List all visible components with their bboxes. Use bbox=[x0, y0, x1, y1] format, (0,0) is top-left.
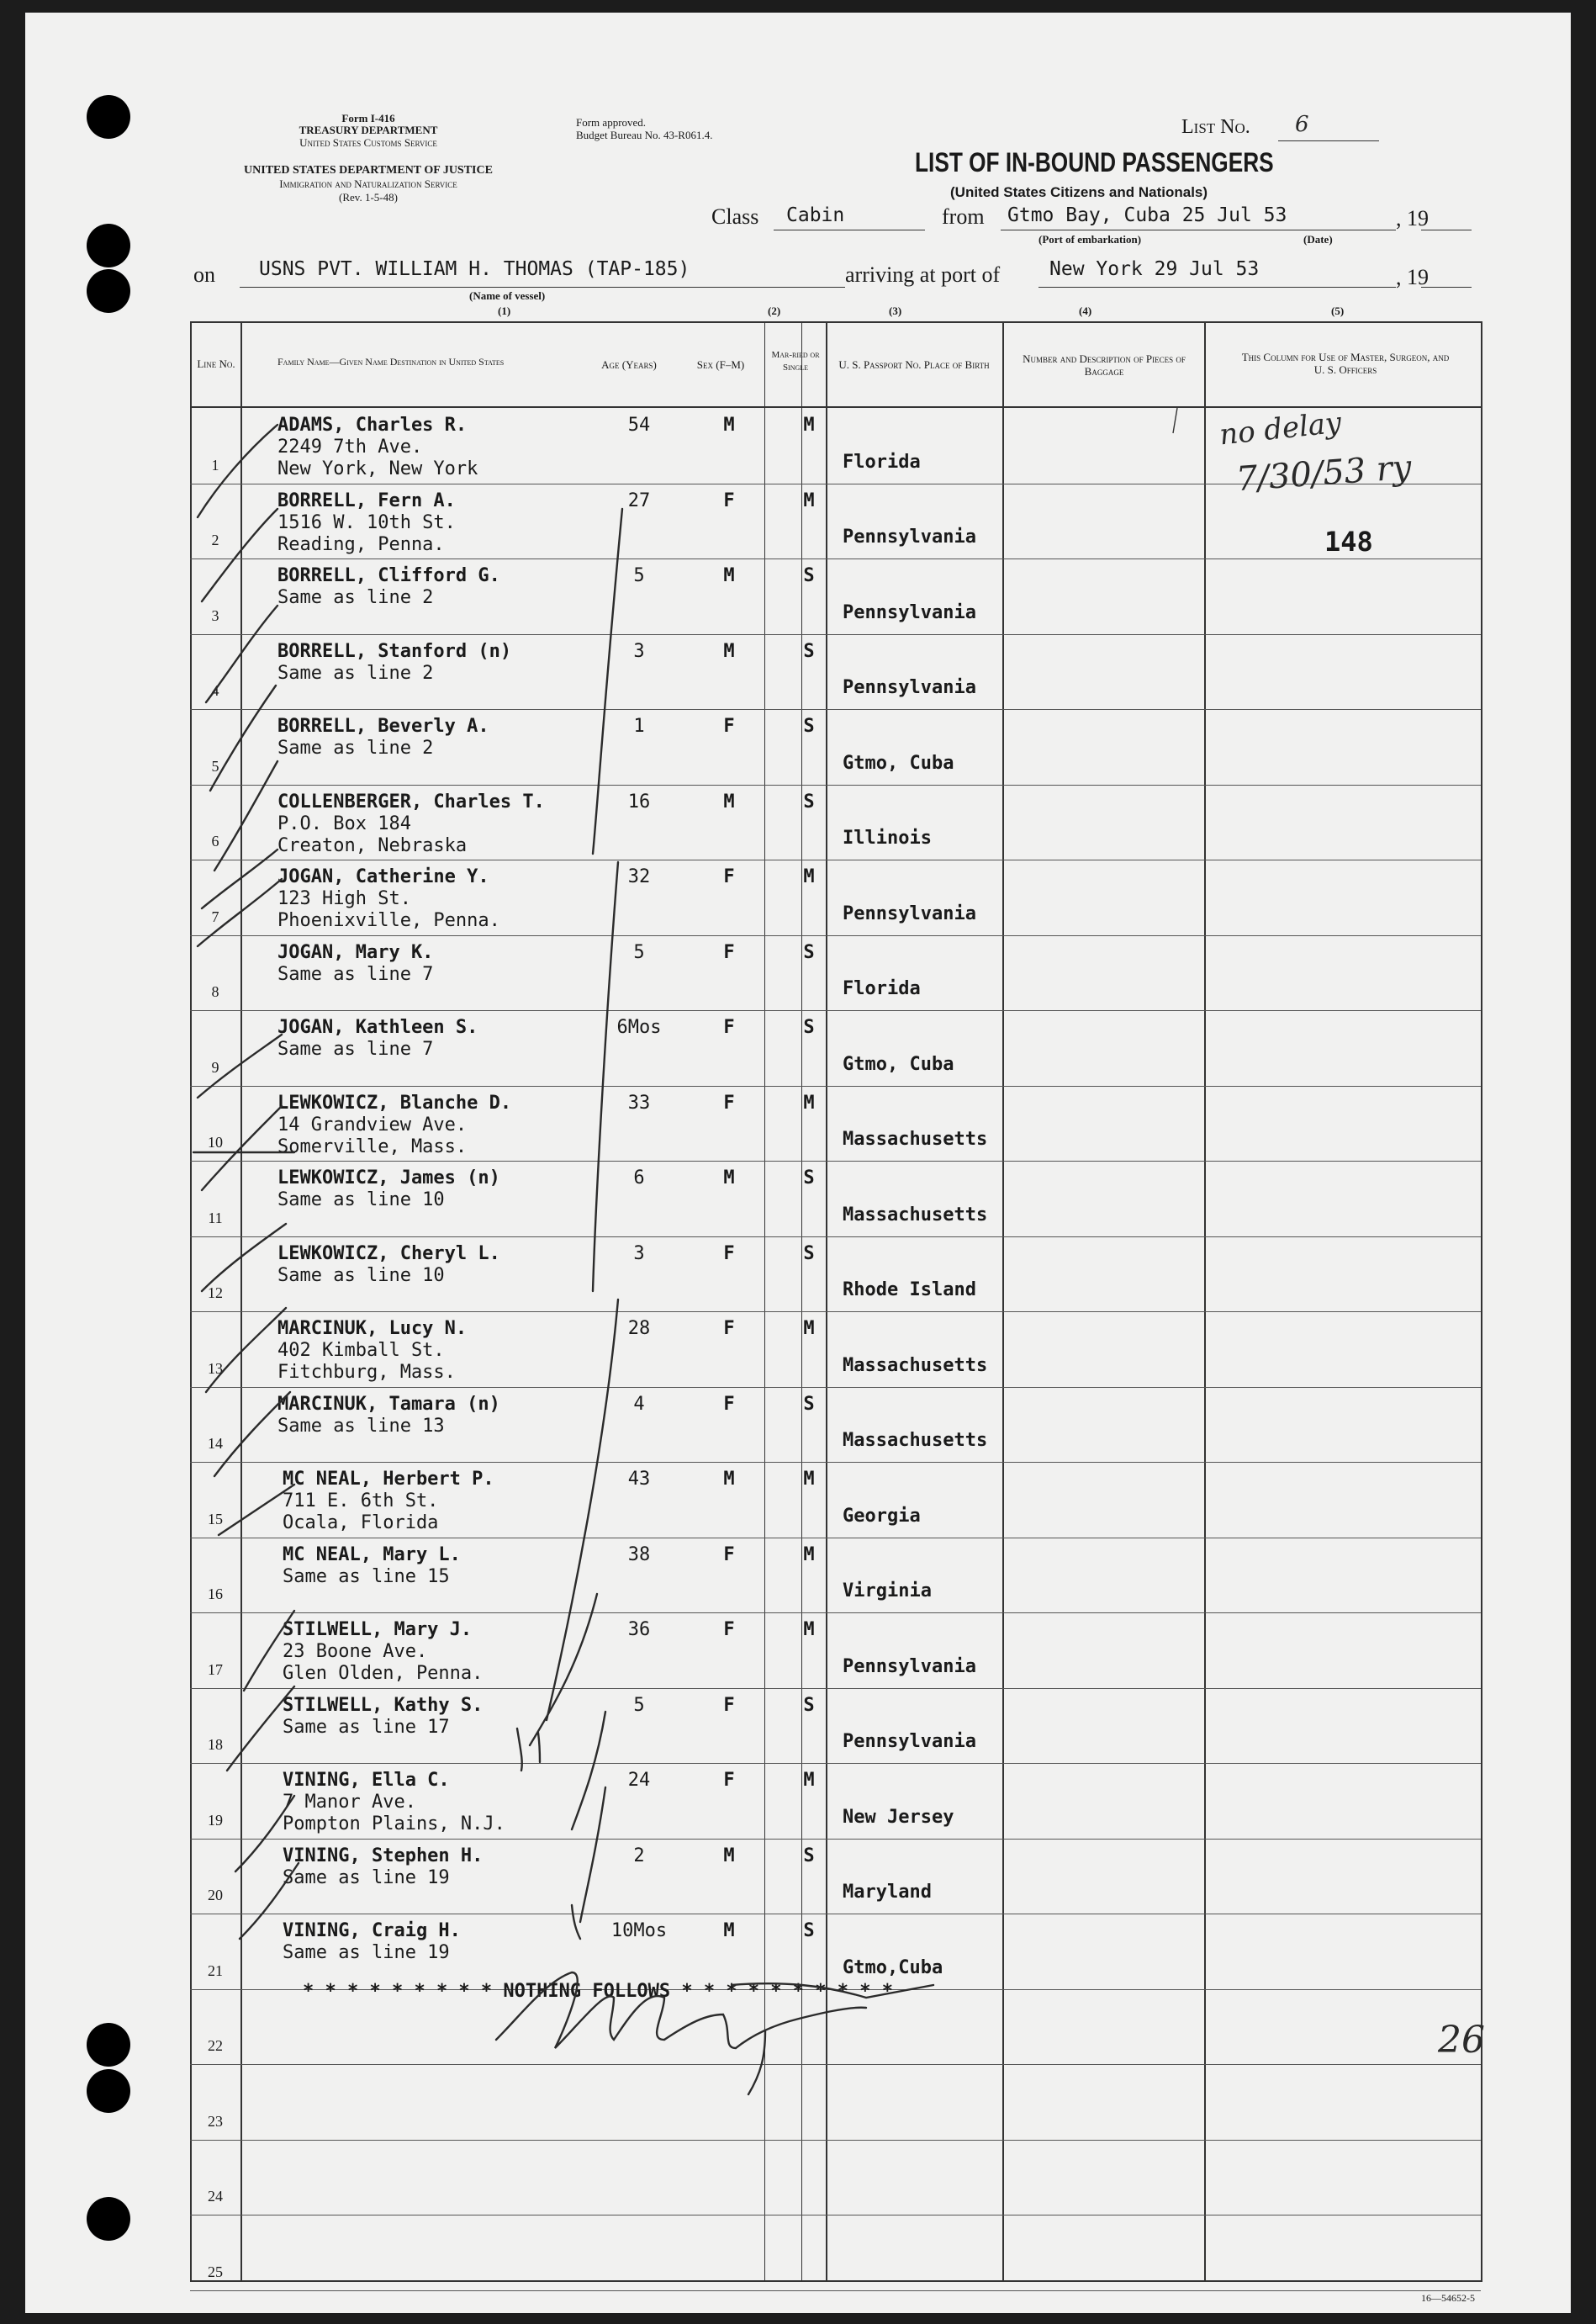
passenger-name: MARCINUK, Lucy N. bbox=[277, 1318, 468, 1339]
passenger-name: JOGAN, Mary K. bbox=[277, 942, 434, 963]
sex: F bbox=[723, 1318, 735, 1339]
destination-line-2: Pompton Plains, N.J. bbox=[283, 1813, 505, 1834]
line-number: 19 bbox=[208, 1812, 223, 1829]
age: 36 bbox=[627, 1619, 651, 1640]
col-baggage-header: Number and Description of Pieces of Baggage bbox=[1023, 352, 1186, 378]
place-of-birth: Pennsylvania bbox=[843, 677, 976, 698]
place-of-birth: Massachusetts bbox=[843, 1129, 988, 1150]
destination-line-1: Same as line 7 bbox=[277, 1039, 434, 1060]
line-number: 3 bbox=[211, 607, 219, 624]
passenger-name: MC NEAL, Mary L. bbox=[283, 1544, 461, 1565]
line-number: 21 bbox=[208, 1962, 223, 1979]
handwritten-marks bbox=[25, 13, 1571, 2313]
col-officers-header: This Column for Use of Master, Surgeon, and U. S. Officers bbox=[1241, 351, 1450, 376]
line-number: 18 bbox=[208, 1736, 223, 1753]
passenger-name: VINING, Stephen H. bbox=[283, 1845, 484, 1866]
sex: M bbox=[723, 565, 735, 586]
col-num-3: (3) bbox=[889, 304, 902, 317]
officer-note-delay: no delay bbox=[1218, 405, 1344, 453]
sex: M bbox=[723, 1469, 735, 1490]
line-number: 11 bbox=[208, 1210, 223, 1226]
place-of-birth: Pennsylvania bbox=[843, 1656, 976, 1677]
line-number: 13 bbox=[208, 1360, 223, 1377]
place-of-birth: Georgia bbox=[843, 1506, 921, 1527]
destination-line-1: P.O. Box 184 bbox=[277, 813, 411, 834]
place-of-birth: Pennsylvania bbox=[843, 527, 976, 548]
marital-status: S bbox=[803, 565, 815, 586]
sex: F bbox=[723, 1394, 735, 1415]
marital-status: M bbox=[803, 1469, 815, 1490]
passenger-name: LEWKOWICZ, Blanche D. bbox=[277, 1093, 512, 1114]
sex: F bbox=[723, 866, 735, 887]
marital-status: M bbox=[803, 1770, 815, 1791]
col-name-header: Family Name—Given Name Destination in United States bbox=[277, 356, 505, 368]
col-married-header: Mar-ried or Single bbox=[771, 350, 820, 373]
age: 2 bbox=[633, 1845, 645, 1866]
line-number: 8 bbox=[211, 983, 219, 1000]
line-number: 4 bbox=[211, 682, 219, 699]
destination-line-2: Somerville, Mass. bbox=[277, 1136, 468, 1157]
age: 33 bbox=[627, 1093, 651, 1114]
line-number: 20 bbox=[208, 1887, 223, 1903]
age: 5 bbox=[633, 942, 645, 963]
age: 43 bbox=[627, 1469, 651, 1490]
from-label: from bbox=[942, 204, 985, 229]
destination-line-2: Phoenixville, Penna. bbox=[277, 910, 500, 931]
destination-line-1: Same as line 10 bbox=[277, 1265, 445, 1286]
form-code: 16—54652-5 bbox=[1421, 2292, 1475, 2304]
class-value: Cabin bbox=[786, 204, 845, 226]
destination-line-1: Same as line 17 bbox=[283, 1717, 450, 1738]
col-age-header: Age (Years) bbox=[601, 358, 657, 371]
year-label: , 19 bbox=[1396, 206, 1429, 230]
marital-status: M bbox=[803, 490, 815, 511]
col-sex-header: Sex (F–M) bbox=[696, 358, 745, 371]
col-num-4: (4) bbox=[1079, 304, 1092, 317]
passenger-name: BORRELL, Clifford G. bbox=[277, 565, 500, 586]
age: 38 bbox=[627, 1544, 651, 1565]
marital-status: S bbox=[803, 1167, 815, 1188]
destination-line-1: Same as line 2 bbox=[277, 738, 434, 759]
sex: M bbox=[723, 791, 735, 813]
age: 5 bbox=[633, 1695, 645, 1716]
line-number: 1 bbox=[211, 457, 219, 474]
manifest-page bbox=[25, 13, 1571, 2313]
line-number: 17 bbox=[208, 1661, 223, 1678]
line-number: 10 bbox=[208, 1134, 223, 1151]
line-number: 15 bbox=[208, 1511, 223, 1527]
destination-line-1: 711 E. 6th St. bbox=[283, 1490, 439, 1511]
sex: F bbox=[723, 1619, 735, 1640]
page-title: LIST OF IN-BOUND PASSENGERS bbox=[915, 147, 1274, 177]
marital-status: S bbox=[803, 716, 815, 737]
age: 1 bbox=[633, 716, 645, 737]
place-of-birth: Massachusetts bbox=[843, 1204, 988, 1226]
passenger-name: STILWELL, Mary J. bbox=[283, 1619, 473, 1640]
destination-line-2: Ocala, Florida bbox=[283, 1512, 439, 1533]
marital-status: S bbox=[803, 1243, 815, 1264]
destination-line-1: Same as line 2 bbox=[277, 587, 434, 608]
passenger-name: STILWELL, Kathy S. bbox=[283, 1695, 484, 1716]
destination-line-2: Fitchburg, Mass. bbox=[277, 1362, 456, 1383]
passenger-name: JOGAN, Catherine Y. bbox=[277, 866, 489, 887]
list-number-label: List No. bbox=[1181, 116, 1250, 138]
destination-line-1: Same as line 13 bbox=[277, 1416, 445, 1437]
marital-status: S bbox=[803, 1017, 815, 1038]
passenger-name: COLLENBERGER, Charles T. bbox=[277, 791, 545, 813]
age: 4 bbox=[633, 1394, 645, 1415]
passenger-name: MC NEAL, Herbert P. bbox=[283, 1469, 494, 1490]
age: 54 bbox=[627, 415, 651, 436]
page-mark: 26 bbox=[1438, 2019, 1485, 2062]
arriving-value: New York 29 Jul 53 bbox=[1049, 258, 1260, 280]
destination-line-2: Creaton, Nebraska bbox=[277, 835, 468, 856]
form-approved: Form approved. bbox=[576, 116, 647, 129]
passenger-name: BORRELL, Fern A. bbox=[277, 490, 456, 511]
page-subtitle: (United States Citizens and Nationals) bbox=[950, 184, 1208, 200]
passenger-name: LEWKOWICZ, James (n) bbox=[277, 1167, 500, 1188]
sex: F bbox=[723, 1093, 735, 1114]
destination-line-2: Glen Olden, Penna. bbox=[283, 1663, 484, 1684]
officer-stamp-number: 148 bbox=[1324, 526, 1373, 558]
sex: F bbox=[723, 716, 735, 737]
line-number: 5 bbox=[211, 758, 219, 775]
line-number: 6 bbox=[211, 833, 219, 850]
col-line-header: Line No. bbox=[197, 357, 235, 370]
sex: M bbox=[723, 1167, 735, 1188]
place-of-birth: Florida bbox=[843, 452, 921, 473]
sex: F bbox=[723, 1017, 735, 1038]
passenger-name: ADAMS, Charles R. bbox=[277, 415, 468, 436]
sex: F bbox=[723, 1243, 735, 1264]
marital-status: S bbox=[803, 1920, 815, 1941]
marital-status: S bbox=[803, 1394, 815, 1415]
marital-status: S bbox=[803, 942, 815, 963]
place-of-birth: Gtmo,Cuba bbox=[843, 1957, 943, 1978]
destination-line-2: New York, New York bbox=[277, 458, 478, 479]
place-of-birth: Massachusetts bbox=[843, 1355, 988, 1376]
place-of-birth: Pennsylvania bbox=[843, 602, 976, 623]
line-number: 2 bbox=[211, 532, 219, 548]
place-of-birth: Florida bbox=[843, 978, 921, 999]
place-of-birth: Gtmo, Cuba bbox=[843, 1054, 954, 1075]
marital-status: M bbox=[803, 1544, 815, 1565]
place-of-birth: Virginia bbox=[843, 1580, 932, 1601]
line-number: 14 bbox=[208, 1435, 223, 1452]
line-number: 9 bbox=[211, 1059, 219, 1076]
age: 5 bbox=[633, 565, 645, 586]
destination-line-1: 123 High St. bbox=[277, 888, 411, 909]
age: 27 bbox=[627, 490, 651, 511]
place-of-birth: Massachusetts bbox=[843, 1430, 988, 1451]
vessel-name: USNS PVT. WILLIAM H. THOMAS (TAP-185) bbox=[259, 258, 690, 280]
vessel-caption: (Name of vessel) bbox=[469, 289, 546, 302]
sex: F bbox=[723, 942, 735, 963]
line-number: 7 bbox=[211, 908, 219, 925]
year-label-2: , 19 bbox=[1396, 265, 1429, 289]
age: 3 bbox=[633, 1243, 645, 1264]
marital-status: S bbox=[803, 1845, 815, 1866]
passenger-name: VINING, Craig H. bbox=[283, 1920, 461, 1941]
officer-note-date: 7/30/53 ry bbox=[1234, 447, 1413, 500]
place-of-birth: Gtmo, Cuba bbox=[843, 753, 954, 774]
age: 16 bbox=[627, 791, 651, 813]
destination-line-1: Same as line 15 bbox=[283, 1566, 450, 1587]
list-number-value: 6 bbox=[1295, 112, 1309, 137]
age: 28 bbox=[627, 1318, 651, 1339]
passenger-name: JOGAN, Kathleen S. bbox=[277, 1017, 478, 1038]
destination-line-1: Same as line 19 bbox=[283, 1942, 450, 1963]
date-caption: (Date) bbox=[1303, 233, 1333, 246]
place-of-birth: Maryland bbox=[843, 1882, 932, 1903]
justice-dept: UNITED STATES DEPARTMENT OF JUSTICE bbox=[244, 164, 493, 177]
col-passport-header: U. S. Passport No. Place of Birth bbox=[838, 358, 990, 371]
marital-status: M bbox=[803, 1318, 815, 1339]
marital-status: S bbox=[803, 1695, 815, 1716]
ins-service: Immigration and Naturalization Service bbox=[279, 177, 457, 190]
destination-line-1: Same as line 19 bbox=[283, 1867, 450, 1888]
sex: M bbox=[723, 1845, 735, 1866]
nothing-follows: * * * * * * * * * NOTHING FOLLOWS * * * * * * * * * * bbox=[303, 1981, 893, 2002]
line-number: 12 bbox=[208, 1284, 223, 1301]
destination-line-1: Same as line 7 bbox=[277, 964, 434, 985]
passenger-name: BORRELL, Stanford (n) bbox=[277, 641, 512, 662]
marital-status: M bbox=[803, 415, 815, 436]
line-number: 25 bbox=[208, 2263, 223, 2280]
age: 6 bbox=[633, 1167, 645, 1188]
destination-line-2: Reading, Penna. bbox=[277, 534, 445, 555]
sex: F bbox=[723, 1770, 735, 1791]
place-of-birth: New Jersey bbox=[843, 1807, 954, 1828]
from-value: Gtmo Bay, Cuba 25 Jul 53 bbox=[1007, 204, 1287, 226]
arriving-label: arriving at port of bbox=[845, 262, 1001, 287]
class-label: Class bbox=[711, 204, 759, 229]
marital-status: M bbox=[803, 1093, 815, 1114]
sex: F bbox=[723, 490, 735, 511]
line-number: 16 bbox=[208, 1586, 223, 1602]
line-number: 23 bbox=[208, 2113, 223, 2130]
destination-line-1: 1516 W. 10th St. bbox=[277, 512, 456, 533]
port-caption: (Port of embarkation) bbox=[1038, 233, 1142, 246]
destination-line-1: Same as line 10 bbox=[277, 1189, 445, 1210]
destination-line-1: 7 Manor Ave. bbox=[283, 1792, 416, 1813]
age: 10Mos bbox=[610, 1920, 668, 1941]
age: 3 bbox=[633, 641, 645, 662]
passenger-name: BORRELL, Beverly A. bbox=[277, 716, 489, 737]
col-num-2: (2) bbox=[768, 304, 781, 317]
sex: F bbox=[723, 1695, 735, 1716]
line-number: 24 bbox=[208, 2188, 223, 2205]
budget-bureau: Budget Bureau No. 43-R061.4. bbox=[576, 129, 713, 141]
place-of-birth: Rhode Island bbox=[843, 1279, 976, 1300]
place-of-birth: Illinois bbox=[843, 828, 932, 849]
passenger-name: VINING, Ella C. bbox=[283, 1770, 450, 1791]
sex: M bbox=[723, 415, 735, 436]
destination-line-1: 23 Boone Ave. bbox=[283, 1641, 428, 1662]
sex: M bbox=[723, 641, 735, 662]
place-of-birth: Pennsylvania bbox=[843, 1731, 976, 1752]
destination-line-1: Same as line 2 bbox=[277, 663, 434, 684]
col-num-5: (5) bbox=[1331, 304, 1345, 317]
age: 6Mos bbox=[616, 1017, 662, 1038]
marital-status: M bbox=[803, 1619, 815, 1640]
passenger-name: MARCINUK, Tamara (n) bbox=[277, 1394, 500, 1415]
marital-status: S bbox=[803, 641, 815, 662]
form-number: Form I-416 bbox=[341, 112, 395, 124]
sex: M bbox=[723, 1920, 735, 1941]
passenger-name: LEWKOWICZ, Cheryl L. bbox=[277, 1243, 500, 1264]
col-num-1: (1) bbox=[498, 304, 511, 317]
destination-line-1: 14 Grandview Ave. bbox=[277, 1114, 468, 1136]
destination-line-1: 402 Kimball St. bbox=[277, 1340, 445, 1361]
treasury-dept: TREASURY DEPARTMENT bbox=[299, 124, 438, 136]
line-number: 22 bbox=[208, 2037, 223, 2054]
revision: (Rev. 1-5-48) bbox=[339, 191, 398, 204]
destination-line-1: 2249 7th Ave. bbox=[277, 437, 423, 458]
marital-status: S bbox=[803, 791, 815, 813]
place-of-birth: Pennsylvania bbox=[843, 903, 976, 924]
sex: F bbox=[723, 1544, 735, 1565]
age: 32 bbox=[627, 866, 651, 887]
age: 24 bbox=[627, 1770, 651, 1791]
customs-service: United States Customs Service bbox=[299, 136, 437, 149]
on-label: on bbox=[193, 262, 215, 287]
marital-status: M bbox=[803, 866, 815, 887]
